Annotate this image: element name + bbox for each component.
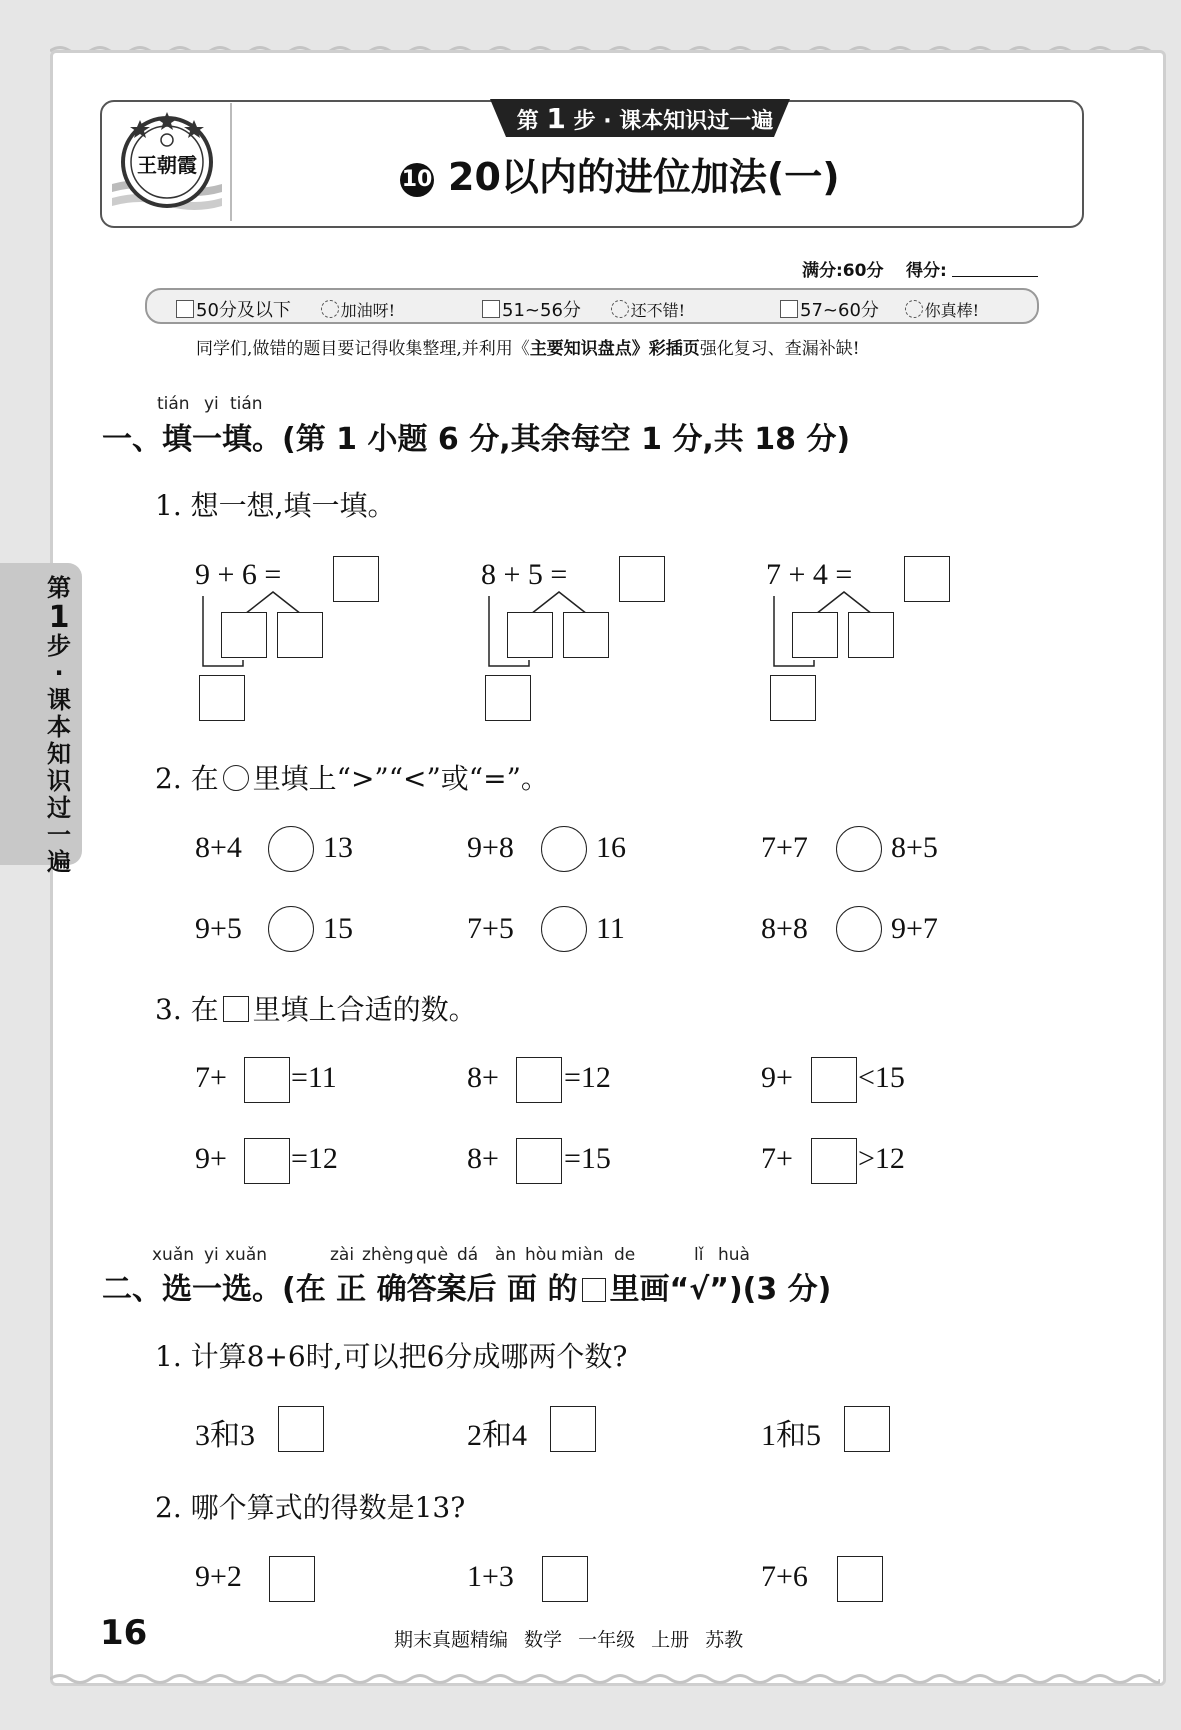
grade-option-3 — [780, 296, 979, 322]
compare-left: 7+5 — [467, 912, 514, 945]
compare-right: 16 — [596, 831, 626, 864]
compare-right: 8+5 — [891, 831, 938, 864]
decomp-expr-1: 9 + 6 = — [195, 558, 282, 591]
notice-pre: 同学们,做错的题目要记得收集整理,并利用《 — [196, 339, 530, 359]
grade-range: 51~56分 — [502, 300, 581, 321]
sum-box[interactable] — [199, 675, 245, 721]
pinyin: xuǎn — [152, 1245, 195, 1265]
compare-right: 13 — [323, 831, 353, 864]
fill-left: 9+ — [195, 1142, 227, 1175]
q3-label-post: 里填上合适的数。 — [252, 993, 477, 1026]
compare-circle[interactable] — [836, 906, 882, 952]
fill-right: <15 — [858, 1061, 905, 1094]
pinyin: hòu — [525, 1245, 557, 1265]
answer-box[interactable] — [904, 556, 950, 602]
pinyin: dá — [457, 1245, 479, 1265]
fill-right: =11 — [291, 1061, 337, 1094]
step-number: 1 — [546, 102, 566, 135]
split-box[interactable] — [563, 612, 609, 658]
compare-circle[interactable] — [836, 826, 882, 872]
pinyin: de — [614, 1245, 636, 1265]
answer-box[interactable] — [333, 556, 379, 602]
pinyin: huà — [718, 1245, 750, 1265]
checkbox-icon[interactable] — [176, 300, 194, 318]
fill-right: =12 — [564, 1061, 611, 1094]
grade-range: 50分及以下 — [196, 300, 291, 321]
fill-left: 8+ — [467, 1142, 499, 1175]
split-box[interactable] — [792, 612, 838, 658]
score-input-line[interactable] — [952, 276, 1038, 277]
choice-option: 1+3 — [467, 1560, 514, 1593]
choice-q1-label: 1. 计算8+6时,可以把6分成哪两个数? — [155, 1340, 628, 1373]
step-suffix: 步 · 课本知识过一遍 — [573, 109, 774, 134]
lesson-number-badge: 10 — [400, 163, 434, 197]
choice-box[interactable] — [542, 1556, 588, 1602]
q2-label-pre: 2. 在 — [155, 762, 219, 795]
got-score-label: 得分: — [906, 261, 947, 281]
pinyin: tián — [230, 394, 263, 414]
pinyin: yi — [204, 1245, 219, 1265]
grade-comment: 还不错! — [630, 301, 686, 320]
q2-label-post: 里填上“>”“<”或“=”。 — [252, 762, 549, 795]
choice-box[interactable] — [837, 1556, 883, 1602]
choice-option: 3和3 — [195, 1419, 255, 1452]
fill-box[interactable] — [811, 1138, 857, 1184]
fill-right: =12 — [291, 1142, 338, 1175]
smiley-icon — [321, 300, 339, 318]
compare-left: 8+8 — [761, 912, 808, 945]
compare-circle[interactable] — [541, 906, 587, 952]
choice-box[interactable] — [550, 1406, 596, 1452]
section-1-heading: 一、填一填。(第 1 小题 6 分,其余每空 1 分,共 18 分) — [102, 422, 851, 457]
logo-emblem — [110, 106, 224, 218]
fill-left: 8+ — [467, 1061, 499, 1094]
grade-option-2 — [482, 296, 685, 322]
square-icon — [223, 996, 249, 1022]
decomp-expr-2: 8 + 5 = — [481, 558, 568, 591]
step-tag-label — [505, 102, 785, 139]
choice-option: 7+6 — [761, 1560, 808, 1593]
pinyin: tián — [157, 394, 190, 414]
lesson-title-row — [400, 154, 840, 200]
fill-box[interactable] — [244, 1138, 290, 1184]
choice-option: 9+2 — [195, 1560, 242, 1593]
smiley-icon — [905, 300, 923, 318]
lesson-title: 20以内的进位加法(一) — [448, 155, 840, 199]
fill-box[interactable] — [811, 1057, 857, 1103]
smiley-icon — [611, 300, 629, 318]
split-box[interactable] — [221, 612, 267, 658]
grade-comment: 加油呀! — [340, 301, 396, 320]
compare-circle[interactable] — [268, 826, 314, 872]
compare-left: 7+7 — [761, 831, 808, 864]
split-box[interactable] — [277, 612, 323, 658]
compare-right: 11 — [596, 912, 625, 945]
compare-circle[interactable] — [268, 906, 314, 952]
grade-comment: 你真棒! — [924, 301, 980, 320]
q1-label: 1. 想一想,填一填。 — [155, 489, 396, 522]
checkbox-icon[interactable] — [780, 300, 798, 318]
choice-box[interactable] — [278, 1406, 324, 1452]
q2-label — [155, 757, 549, 797]
header-divider — [230, 103, 232, 221]
notice-post: 强化复习、查漏补缺! — [699, 339, 860, 359]
side-tab-prefix: 第 — [47, 574, 71, 602]
compare-left: 9+5 — [195, 912, 242, 945]
choice-q2-label: 2. 哪个算式的得数是13? — [155, 1491, 466, 1524]
fill-box[interactable] — [516, 1057, 562, 1103]
pinyin: xuǎn — [225, 1245, 268, 1265]
pinyin: miàn — [561, 1245, 604, 1265]
sum-box[interactable] — [485, 675, 531, 721]
compare-right: 9+7 — [891, 912, 938, 945]
footer-book-info: 期末真题精编 数学 一年级 上册 苏教 — [394, 1629, 744, 1651]
page-number: 16 — [100, 1613, 148, 1653]
side-step-tab-text — [44, 575, 74, 876]
fill-right: >12 — [858, 1142, 905, 1175]
q3-label-pre: 3. 在 — [155, 993, 219, 1026]
fill-left: 7+ — [761, 1142, 793, 1175]
fill-box[interactable] — [516, 1138, 562, 1184]
fill-right: =15 — [564, 1142, 611, 1175]
pinyin: lǐ — [694, 1245, 704, 1265]
pinyin: àn — [495, 1245, 517, 1265]
choice-box[interactable] — [269, 1556, 315, 1602]
bottom-wavy-border — [50, 1672, 1160, 1686]
pinyin: zhèng — [362, 1245, 414, 1265]
circle-icon — [223, 765, 249, 791]
full-score-label: 满分:60分 — [802, 261, 884, 281]
grade-option-1 — [176, 296, 395, 322]
svg-text:王朝霞: 王朝霞 — [137, 153, 197, 177]
choice-option: 1和5 — [761, 1419, 821, 1452]
section-2-heading-post: 里画“√”)(3 分) — [609, 1272, 832, 1307]
pinyin: yi — [204, 394, 219, 414]
compare-circle[interactable] — [541, 826, 587, 872]
checkbox-icon[interactable] — [482, 300, 500, 318]
decomp-expr-3: 7 + 4 = — [766, 558, 853, 591]
pinyin: què — [416, 1245, 449, 1265]
grade-range: 57~60分 — [800, 300, 879, 321]
step-prefix: 第 — [516, 109, 539, 134]
notice-bold: 主要知识盘点》彩插页 — [529, 339, 700, 359]
compare-left: 9+8 — [467, 831, 514, 864]
split-box[interactable] — [507, 612, 553, 658]
side-tab-num: 1 — [48, 600, 70, 635]
fill-left: 9+ — [761, 1061, 793, 1094]
section-2-heading-pre: 二、选一选。(在 正 确答案后 面 的 — [102, 1272, 578, 1307]
sum-box[interactable] — [770, 675, 816, 721]
square-icon — [582, 1278, 606, 1302]
section-2-heading — [102, 1264, 831, 1308]
compare-left: 8+4 — [195, 831, 242, 864]
fill-box[interactable] — [244, 1057, 290, 1103]
choice-box[interactable] — [844, 1406, 890, 1452]
choice-option: 2和4 — [467, 1419, 527, 1452]
split-box[interactable] — [848, 612, 894, 658]
q3-label — [155, 988, 477, 1028]
side-tab-suffix: 步·课本知识过一遍 — [47, 632, 71, 876]
pinyin: zài — [330, 1245, 355, 1265]
instruction-notice — [196, 334, 860, 359]
answer-box[interactable] — [619, 556, 665, 602]
compare-right: 15 — [323, 912, 353, 945]
fill-left: 7+ — [195, 1061, 227, 1094]
